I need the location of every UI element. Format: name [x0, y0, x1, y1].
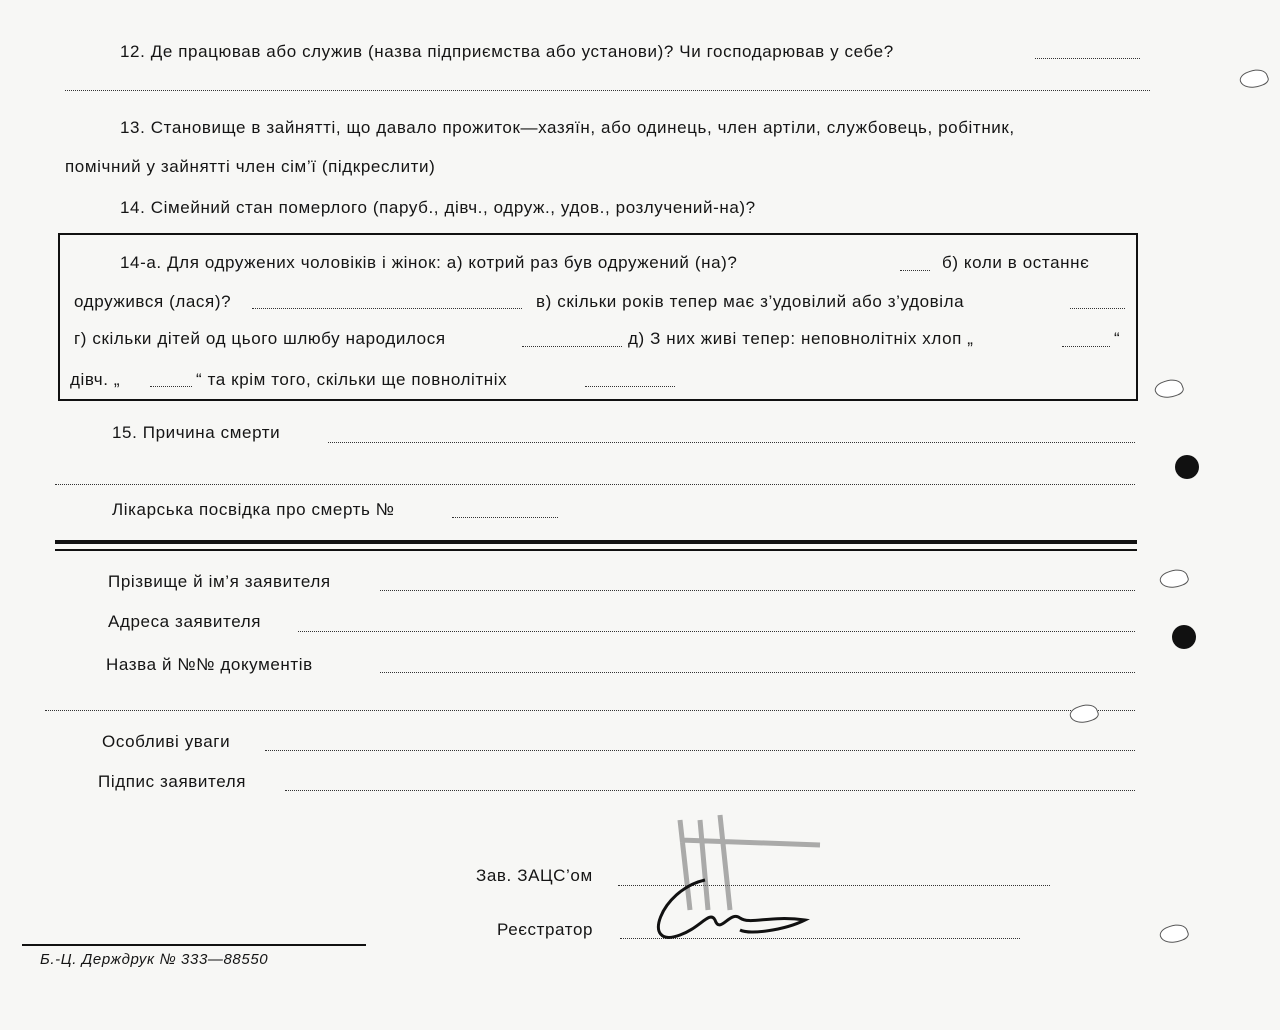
- documents-label: Назва й №№ документів: [106, 655, 313, 674]
- applicant-name-field[interactable]: [380, 590, 1135, 591]
- registrar-label: Реєстратор: [497, 920, 594, 939]
- q14a-girls-label: дівч. „: [70, 370, 121, 389]
- paper-tear: [1238, 66, 1270, 92]
- question-14: 14. Сімейний стан померлого (паруб., дівч., одруж., удов., розлучений-на)?: [120, 198, 756, 217]
- applicant-address-label: Адреса заявителя: [108, 612, 262, 631]
- q12-answer-field-line2[interactable]: [65, 90, 1150, 91]
- footer-rule: [22, 944, 366, 946]
- q14a-quote: “: [1114, 329, 1121, 348]
- paper-tear: [1158, 566, 1190, 592]
- paper-tear: [1068, 701, 1100, 727]
- question-13-cont: помічний у зайнятті член сім’ї (підкреслити): [65, 157, 436, 176]
- printer-imprint: Б.-Ц. Держдрук № 333—88550: [40, 951, 269, 968]
- question-12: 12. Де працював або служив (назва підприємства або установи)? Чи господарював у себе?: [120, 42, 894, 61]
- q14a-adults-label: “ та крім того, скільки ще повнолітніх: [196, 370, 508, 389]
- q14a-d: г) скільки дітей од цього шлюбу народилося: [74, 329, 446, 348]
- punch-hole: [1172, 625, 1196, 649]
- q14a-b-cont: одружився (лася)?: [74, 292, 232, 311]
- q12-answer-field[interactable]: [1035, 58, 1140, 59]
- q14a-girls-field[interactable]: [150, 386, 192, 387]
- documents-field-line2[interactable]: [45, 710, 1135, 711]
- section-divider-thin: [55, 549, 1137, 551]
- q14a-b: б) коли в останнє: [942, 253, 1090, 272]
- notes-label: Особливі уваги: [102, 732, 231, 751]
- section-divider: [55, 540, 1137, 544]
- q14a-adults-field[interactable]: [585, 386, 675, 387]
- q14a-c-field[interactable]: [1070, 308, 1125, 309]
- q14a-e: д) З них живі тепер: неповнолітніх хлоп „: [628, 329, 974, 348]
- applicant-signature-label: Підпис заявителя: [98, 772, 247, 791]
- q14a-a-field[interactable]: [900, 270, 930, 271]
- q14a-d-field[interactable]: [522, 346, 622, 347]
- paper-tear: [1158, 921, 1190, 947]
- notes-field[interactable]: [265, 750, 1135, 751]
- cause-of-death-field-line2[interactable]: [55, 484, 1135, 485]
- paper-tear: [1153, 376, 1185, 402]
- applicant-name-label: Прізвище й ім’я заявителя: [108, 572, 331, 591]
- head-label: Зав. ЗАЦС’ом: [476, 866, 593, 885]
- medical-certificate-label: Лікарська посвідка про смерть №: [112, 500, 395, 519]
- cause-of-death-field[interactable]: [328, 442, 1135, 443]
- question-13: 13. Становище в зайнятті, що давало прожиток—хазяїн, або одинець, член артіли, службовець, робітник,: [120, 118, 1015, 137]
- question-15: 15. Причина смерти: [112, 423, 281, 442]
- medical-certificate-field[interactable]: [452, 517, 558, 518]
- q14a-boys-field[interactable]: [1062, 346, 1110, 347]
- applicant-address-field[interactable]: [298, 631, 1135, 632]
- q14a-b-field[interactable]: [252, 308, 522, 309]
- q14a-a: 14-а. Для одружених чоловіків і жінок: а) котрий раз був одружений (на)?: [120, 253, 738, 272]
- applicant-signature-field[interactable]: [285, 790, 1135, 791]
- signature-marks: [620, 800, 840, 970]
- q14a-c: в) скільки років тепер має з’удовілий або з’удовіла: [536, 292, 965, 311]
- documents-field[interactable]: [380, 672, 1135, 673]
- punch-hole: [1175, 455, 1199, 479]
